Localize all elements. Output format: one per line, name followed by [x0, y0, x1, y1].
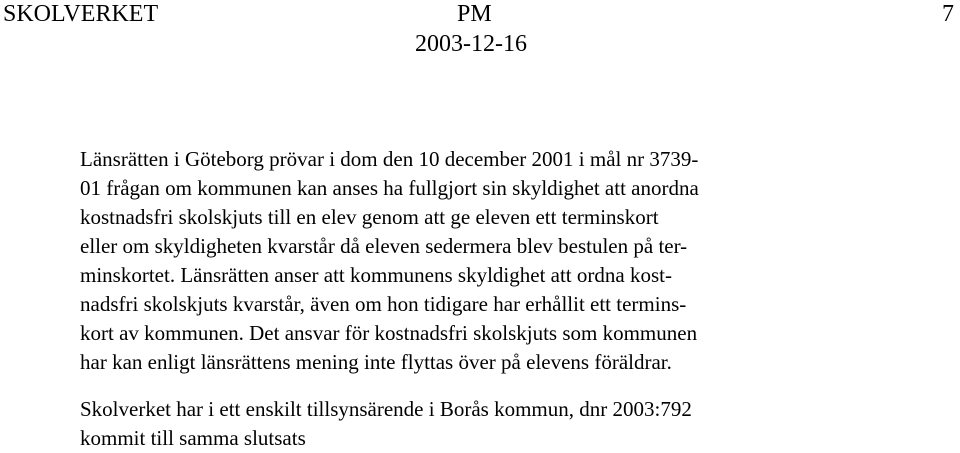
text-line: har kan enligt länsrättens mening inte flyttas över på elevens föräldrar. [80, 350, 672, 374]
header-document-type: PM [457, 1, 492, 27]
text-line: kostnadsfri skolskjuts till en elev genom att ge eleven ett terminskort [80, 205, 659, 229]
paragraph-supervision-case [80, 395, 870, 453]
text-line: kommit till samma slutsats [80, 426, 306, 450]
header-organization: SKOLVERKET [3, 1, 159, 27]
text-line: Skolverket har i ett enskilt tillsynsärende i Borås kommun, dnr 2003:792 [80, 397, 692, 421]
text-line: 01 frågan om kommunen kan anses ha fullgjort sin skyldighet att anordna [80, 176, 699, 200]
page-number: 7 [942, 1, 954, 27]
header-date: 2003-12-16 [415, 31, 527, 57]
text-line: eller om skyldigheten kvarstår då eleven sedermera blev bestulen på ter- [80, 234, 688, 258]
paragraph-court-ruling [80, 145, 870, 377]
text-line: kort av kommunen. Det ansvar för kostnadsfri skolskjuts som kommunen [80, 321, 698, 345]
text-line: Länsrätten i Göteborg prövar i dom den 10 december 2001 i mål nr 3739- [80, 147, 699, 171]
text-line: nadsfri skolskjuts kvarstår, även om hon tidigare har erhållit ett termins- [80, 292, 687, 316]
text-line: minskortet. Länsrätten anser att kommunens skyldighet att ordna kost- [80, 263, 672, 287]
